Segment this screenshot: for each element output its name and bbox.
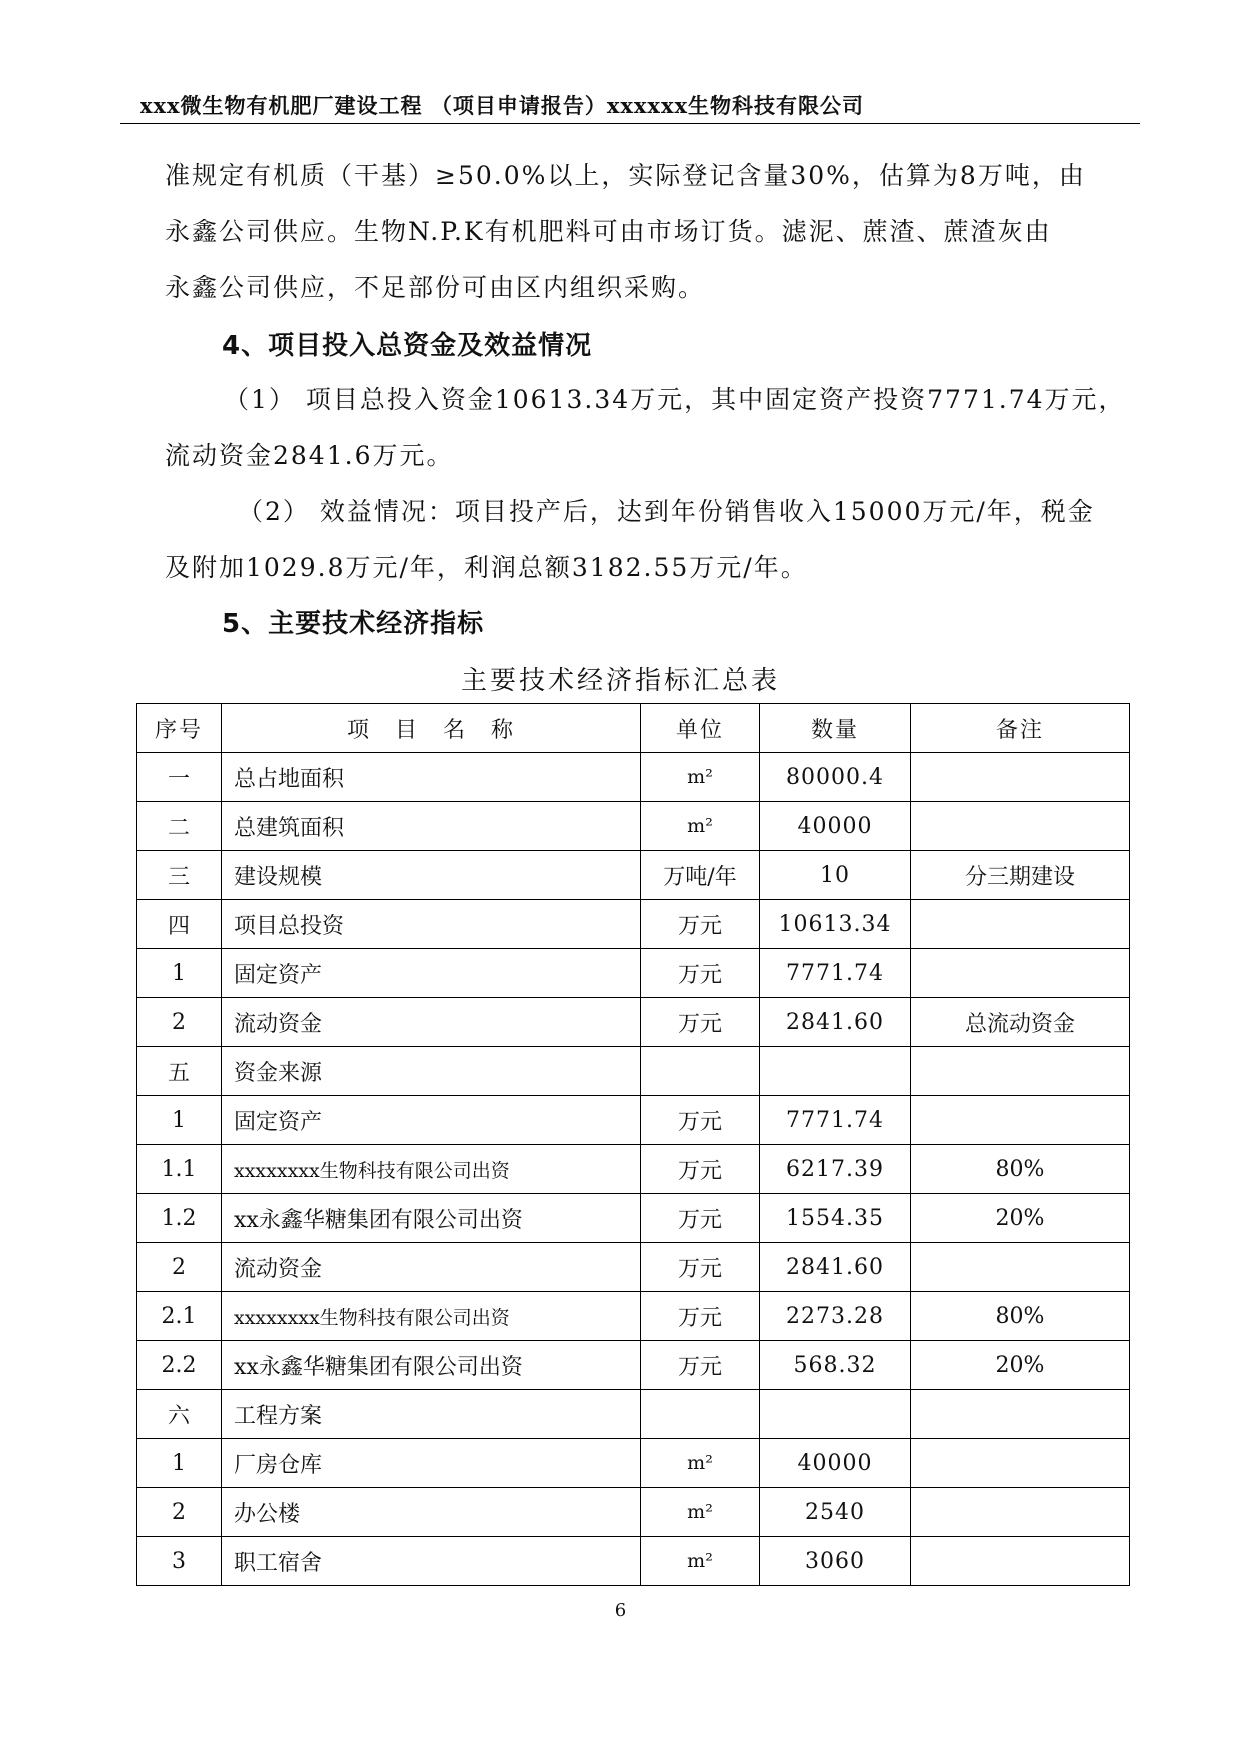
table-row: [137, 998, 1130, 1047]
row-number: 2.1: [137, 1292, 222, 1341]
row-item-name: 项目总投资: [222, 900, 641, 949]
row-note: 总流动资金: [911, 998, 1130, 1047]
page-number: 6: [614, 1600, 627, 1621]
row-quantity: 40000: [760, 802, 911, 851]
row-note: [911, 802, 1130, 851]
row-item-name: 工程方案: [222, 1390, 641, 1439]
row-unit: 万元: [641, 1341, 760, 1390]
table-row: [137, 1390, 1130, 1439]
column-header-note: 备注: [911, 704, 1130, 753]
row-number: 3: [137, 1537, 222, 1586]
row-item-name: 总占地面积: [222, 753, 641, 802]
table-row: [137, 1243, 1130, 1292]
table-row: [137, 802, 1130, 851]
row-unit: m²: [641, 802, 760, 851]
row-note: 20%: [911, 1194, 1130, 1243]
row-item-name: 厂房仓库: [222, 1439, 641, 1488]
row-item-name: xxxxxxxx生物科技有限公司出资: [222, 1145, 641, 1194]
row-unit: [641, 1047, 760, 1096]
paragraph-line: 永鑫公司供应，不足部份可由区内组织采购。: [165, 273, 706, 302]
row-number: 2: [137, 998, 222, 1047]
row-number: 三: [137, 851, 222, 900]
row-number: 2.2: [137, 1341, 222, 1390]
row-number: 五: [137, 1047, 222, 1096]
row-quantity: 7771.74: [760, 1096, 911, 1145]
table-row: [137, 753, 1130, 802]
paragraph-line: （2） 效益情况：项目投产后，达到年份销售收入15000万元/年，税金: [238, 497, 1095, 526]
row-quantity: 80000.4: [760, 753, 911, 802]
row-quantity: 2841.60: [760, 1243, 911, 1292]
table-row: [137, 949, 1130, 998]
row-note: [911, 1047, 1130, 1096]
row-unit: m²: [641, 1537, 760, 1586]
row-note: [911, 1096, 1130, 1145]
row-note: 80%: [911, 1292, 1130, 1341]
row-quantity: 3060: [760, 1537, 911, 1586]
row-quantity: [760, 1390, 911, 1439]
header-rule: [120, 123, 1140, 124]
row-item-name: xxxxxxxx生物科技有限公司出资: [222, 1292, 641, 1341]
row-quantity: [760, 1047, 911, 1096]
row-item-name: 总建筑面积: [222, 802, 641, 851]
table-row: [137, 1439, 1130, 1488]
table-row: [137, 1341, 1130, 1390]
summary-table: [136, 703, 1130, 1586]
row-number: 1: [137, 1096, 222, 1145]
row-item-name: 建设规模: [222, 851, 641, 900]
row-quantity: 7771.74: [760, 949, 911, 998]
row-unit: 万元: [641, 1145, 760, 1194]
row-number: 2: [137, 1488, 222, 1537]
row-note: [911, 1243, 1130, 1292]
row-quantity: 10: [760, 851, 911, 900]
table-row: [137, 851, 1130, 900]
row-note: [911, 1439, 1130, 1488]
row-unit: m²: [641, 1488, 760, 1537]
row-item-name: 资金来源: [222, 1047, 641, 1096]
row-unit: [641, 1390, 760, 1439]
row-unit: 万元: [641, 1194, 760, 1243]
row-item-name: 办公楼: [222, 1488, 641, 1537]
row-number: 六: [137, 1390, 222, 1439]
row-item-name: 职工宿舍: [222, 1537, 641, 1586]
row-number: 1.2: [137, 1194, 222, 1243]
row-note: 分三期建设: [911, 851, 1130, 900]
row-item-name: 流动资金: [222, 1243, 641, 1292]
row-unit: 万吨/年: [641, 851, 760, 900]
row-number: 1: [137, 1439, 222, 1488]
table-row: [137, 900, 1130, 949]
row-quantity: 2841.60: [760, 998, 911, 1047]
row-unit: 万元: [641, 1096, 760, 1145]
row-number: 一: [137, 753, 222, 802]
row-note: 20%: [911, 1341, 1130, 1390]
row-quantity: 6217.39: [760, 1145, 911, 1194]
row-number: 2: [137, 1243, 222, 1292]
row-note: 80%: [911, 1145, 1130, 1194]
row-unit: 万元: [641, 1243, 760, 1292]
row-quantity: 568.32: [760, 1341, 911, 1390]
row-item-name: xx永鑫华糖集团有限公司出资: [222, 1341, 641, 1390]
paragraph-line: （1） 项目总投入资金10613.34万元，其中固定资产投资7771.74万元，: [224, 385, 1126, 414]
row-note: [911, 949, 1130, 998]
table-row: [137, 1047, 1130, 1096]
row-unit: 万元: [641, 900, 760, 949]
row-unit: m²: [641, 753, 760, 802]
table-row: [137, 1194, 1130, 1243]
row-item-name: 流动资金: [222, 998, 641, 1047]
row-number: 1: [137, 949, 222, 998]
row-number: 1.1: [137, 1145, 222, 1194]
paragraph-line: 准规定有机质（干基）≥50.0%以上，实际登记含量30%，估算为8万吨，由: [165, 161, 1086, 190]
running-header: xxx微生物有机肥厂建设工程 （项目申请报告）xxxxxx生物科技有限公司: [140, 93, 864, 118]
row-number: 四: [137, 900, 222, 949]
table-row: [137, 1096, 1130, 1145]
section-heading-5: 5、主要技术经济指标: [222, 609, 485, 639]
row-quantity: 2540: [760, 1488, 911, 1537]
row-quantity: 40000: [760, 1439, 911, 1488]
row-note: [911, 753, 1130, 802]
row-item-name: 固定资产: [222, 1096, 641, 1145]
row-unit: 万元: [641, 1292, 760, 1341]
table-row: [137, 1537, 1130, 1586]
paragraph-line: 及附加1029.8万元/年，利润总额3182.55万元/年。: [165, 553, 808, 582]
row-note: [911, 900, 1130, 949]
column-header-name: 项 目 名 称: [222, 704, 641, 753]
table-header-row: [137, 704, 1130, 753]
row-quantity: 2273.28: [760, 1292, 911, 1341]
column-header-no: 序号: [137, 704, 222, 753]
row-unit: m²: [641, 1439, 760, 1488]
row-note: [911, 1537, 1130, 1586]
column-header-unit: 单位: [641, 704, 760, 753]
row-number: 二: [137, 802, 222, 851]
row-item-name: xx永鑫华糖集团有限公司出资: [222, 1194, 641, 1243]
section-heading-4: 4、项目投入总资金及效益情况: [222, 331, 593, 361]
row-item-name: 固定资产: [222, 949, 641, 998]
paragraph-line: 永鑫公司供应。生物N.P.K有机肥料可由市场订货。滤泥、蔗渣、蔗渣灰由: [165, 217, 1052, 246]
row-quantity: 1554.35: [760, 1194, 911, 1243]
table-row: [137, 1488, 1130, 1537]
row-note: [911, 1390, 1130, 1439]
row-note: [911, 1488, 1130, 1537]
row-unit: 万元: [641, 949, 760, 998]
column-header-qty: 数量: [760, 704, 911, 753]
table-caption: 主要技术经济指标汇总表: [460, 666, 780, 696]
row-quantity: 10613.34: [760, 900, 911, 949]
paragraph-line: 流动资金2841.6万元。: [165, 441, 454, 470]
table-row: [137, 1292, 1130, 1341]
table-row: [137, 1145, 1130, 1194]
row-unit: 万元: [641, 998, 760, 1047]
